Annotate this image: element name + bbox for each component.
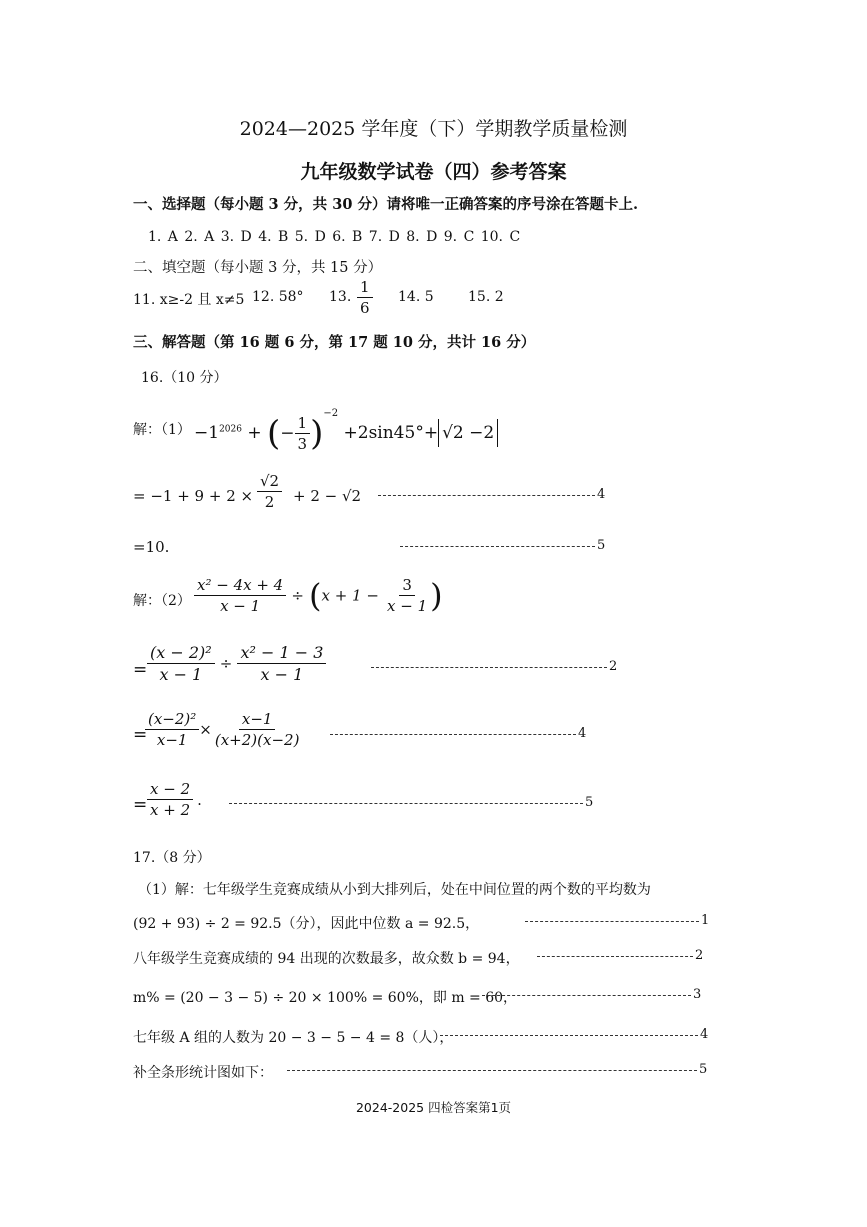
q16-step3-den-a: x − 1 xyxy=(159,665,203,684)
q16-minus-one: −1 xyxy=(194,423,220,443)
score-mark: 3 xyxy=(693,987,702,1002)
q16-part2-right-paren: ) xyxy=(430,576,443,615)
q16-neg-sign: − xyxy=(280,423,295,444)
q16-step5-den: x + 2 xyxy=(150,801,191,819)
q16-right-paren: ) xyxy=(310,413,324,454)
score-mark: 5 xyxy=(597,538,606,553)
q16-exponent-neg2: −2 xyxy=(323,408,339,419)
q16-step3-den-b: x − 1 xyxy=(260,665,304,684)
q16-step1-fraction xyxy=(257,472,282,511)
answer-13-numerator: 1 xyxy=(357,278,373,298)
q17-line3: 八年级学生竞赛成绩的 94 出现的次数最多，故众数 b = 94， xyxy=(133,951,520,967)
q16-part2-inner-den: x − 1 xyxy=(387,597,428,615)
answer-11: 11. x≥-2 且 x≠5 xyxy=(133,292,245,308)
q16-sin-term: +2sin45°+ xyxy=(343,423,439,443)
q16-left-paren: ( xyxy=(267,413,281,454)
score-mark: 5 xyxy=(585,795,594,810)
q16-step1-text: = −1 + 9 + 2 × xyxy=(133,487,254,505)
q16-step5-expression xyxy=(147,780,202,819)
score-mark: 1 xyxy=(701,913,710,928)
score-leader xyxy=(440,1035,698,1036)
q16-step4-den-b: (x+2)(x−2) xyxy=(214,731,300,749)
answer-15: 15. 2 xyxy=(468,289,504,305)
q16-step3-num-a: (x − 2)² xyxy=(147,643,215,664)
score-mark: 4 xyxy=(597,487,606,502)
q16-frac-den: 3 xyxy=(297,435,308,453)
q17-line6: 补全条形统计图如下： xyxy=(133,1065,273,1081)
q16-step4-expression xyxy=(145,710,302,749)
q16-step1-num: √2 xyxy=(257,472,282,492)
answer-13-denominator: 6 xyxy=(360,299,370,317)
q16-frac-num: 1 xyxy=(295,414,311,434)
answer-13-label: 13. xyxy=(329,289,352,305)
q16-part2-paren-text: x + 1 − xyxy=(321,586,379,605)
q16-part2-left-paren: ( xyxy=(309,576,322,615)
q17-line5: 七年级 A 组的人数为 20 − 3 − 5 − 4 = 8（人）， xyxy=(133,1030,454,1046)
q16-part2-div: ÷ xyxy=(291,586,304,605)
section3-heading: 三、解答题（第 16 题 6 分，第 17 题 10 分，共计 16 分） xyxy=(133,334,536,351)
q16-part2-num: x² − 4x + 4 xyxy=(194,576,286,596)
q16-step4-num-a: (x−2)² xyxy=(145,710,199,730)
q16-step2-text: =10. xyxy=(133,538,170,556)
score-mark: 4 xyxy=(700,1027,709,1042)
score-mark: 4 xyxy=(578,726,587,741)
q17-line2: (92 + 93) ÷ 2 = 92.5（分），因此中位数 a = 92.5， xyxy=(133,916,480,932)
q16-step4-num-b: x−1 xyxy=(239,710,276,730)
q16-part2-den: x − 1 xyxy=(220,597,261,615)
answer-14: 14. 5 xyxy=(398,289,434,305)
q16-part2-prefix: 解：（2） xyxy=(133,593,191,609)
section1-answers: 1. A 2. A 3. D 4. B 5. D 6. B 7. D 8. D 9. C 10. C xyxy=(148,229,521,245)
q17-line1: （1）解：七年级学生竞赛成绩从小到大排列后，处在中间位置的两个数的平均数为 xyxy=(138,882,651,898)
q17-label: 17.（8 分） xyxy=(133,850,211,866)
q16-part1-expression xyxy=(194,408,498,454)
q16-step1-den: 2 xyxy=(264,493,275,511)
q16-step3-num-b: x² − 1 − 3 xyxy=(237,643,326,664)
answer-13-fraction xyxy=(357,278,373,317)
q16-exponent-2026: 2026 xyxy=(219,424,242,435)
score-mark: 2 xyxy=(609,659,618,674)
q16-label: 16.（10 分） xyxy=(141,370,228,386)
q16-step3-eq: = xyxy=(133,660,148,680)
score-leader xyxy=(537,956,693,957)
q16-part2-expression xyxy=(194,576,443,615)
q16-step4-op: × xyxy=(199,720,212,739)
q16-step3-op: ÷ xyxy=(219,654,233,673)
q16-step4-den-a: x−1 xyxy=(156,731,188,749)
q16-abs-value: √2 −2 xyxy=(438,419,498,447)
score-leader xyxy=(400,546,595,547)
q16-step4-eq: = xyxy=(133,725,148,745)
q16-part2-inner-num: 3 xyxy=(399,576,415,596)
page-footer: 2024-2025 四检答案第1页 xyxy=(355,1100,512,1115)
q16-step3-expression xyxy=(147,643,326,684)
answer-title: 九年级数学试卷（四）参考答案 xyxy=(300,161,567,183)
score-leader xyxy=(525,921,699,922)
score-mark: 5 xyxy=(699,1062,708,1077)
section1-heading: 一、选择题（每小题 3 分，共 30 分）请将唯一正确答案的序号涂在答题卡上. xyxy=(133,196,639,213)
answer-12: 12. 58° xyxy=(252,289,304,305)
q17-line4: m% = (20 − 3 − 5) ÷ 20 × 100% = 60%，即 m = 60， xyxy=(133,990,518,1006)
q16-step1-tail: + 2 − √2 xyxy=(293,487,362,505)
score-leader xyxy=(378,495,595,496)
q16-plus: + xyxy=(247,423,262,443)
section2-heading: 二、填空题（每小题 3 分，共 15 分） xyxy=(133,260,383,276)
score-leader xyxy=(287,1070,697,1071)
q16-part1-prefix: 解：（1） xyxy=(133,422,191,438)
score-mark: 2 xyxy=(695,948,704,963)
score-leader xyxy=(229,803,583,804)
score-leader xyxy=(371,667,607,668)
q16-step5-eq: = xyxy=(133,795,148,815)
score-leader xyxy=(330,734,576,735)
q16-step5-dot: . xyxy=(197,790,202,809)
q16-step5-num: x − 2 xyxy=(147,780,193,800)
score-leader xyxy=(482,995,691,996)
exam-title: 2024—2025 学年度（下）学期教学质量检测 xyxy=(239,118,628,140)
